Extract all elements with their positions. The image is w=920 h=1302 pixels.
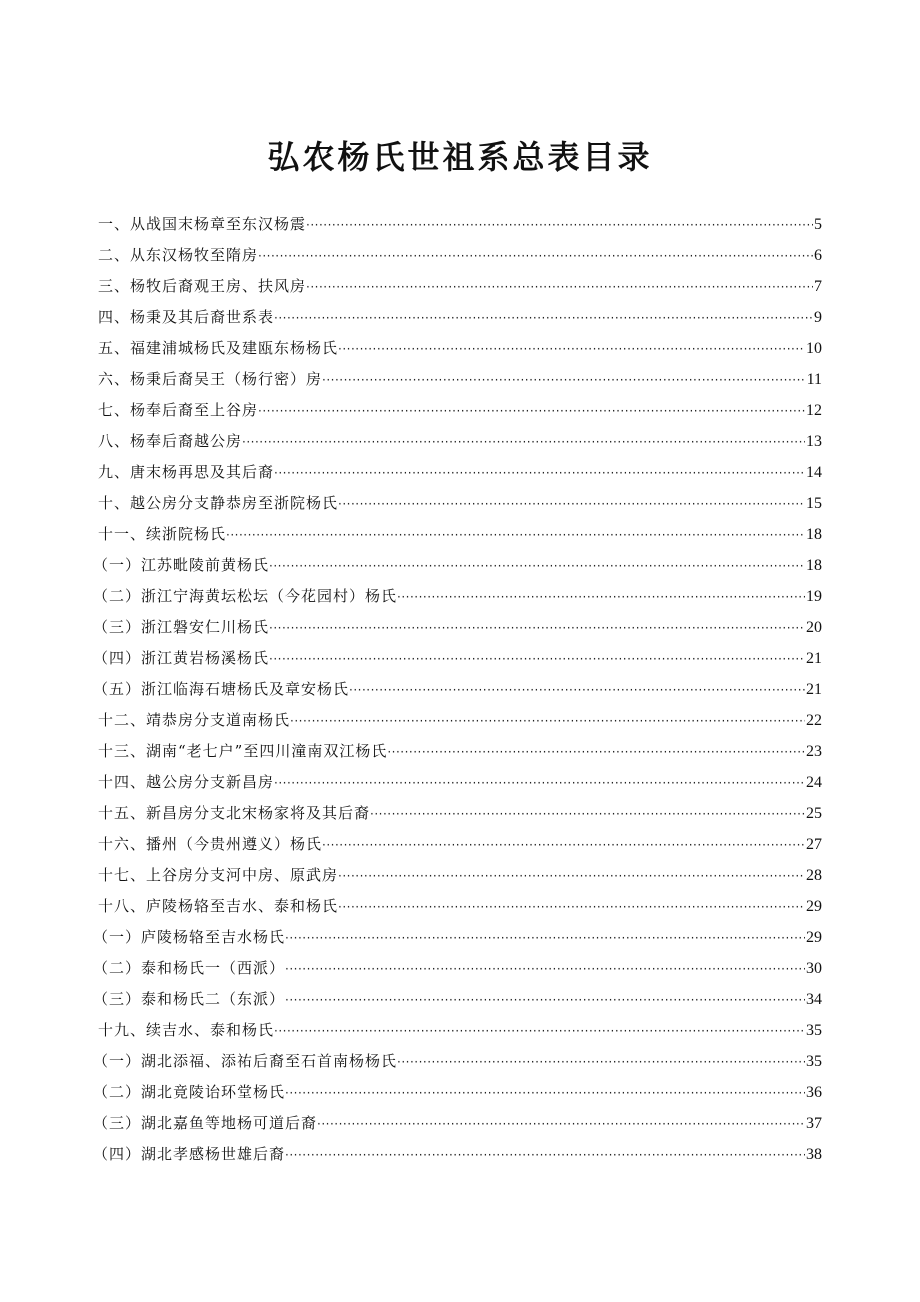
dot-leader: [269, 551, 805, 582]
table-of-contents: [93, 209, 822, 1170]
toc-entry[interactable]: [93, 953, 822, 984]
toc-entry[interactable]: [98, 705, 822, 736]
toc-entry-title: （三）泰和杨氏二（东派）: [93, 990, 286, 1008]
dot-leader: [306, 210, 813, 241]
toc-entry[interactable]: [93, 643, 822, 674]
dot-leader: [274, 1016, 805, 1047]
toc-entry-page-number: 38: [806, 1146, 822, 1163]
toc-entry-page-number: 36: [806, 1084, 822, 1101]
toc-entry-title: 十五、新昌房分支北宋杨家将及其后裔: [98, 804, 371, 822]
toc-entry-title: （五）浙江临海石塘杨氏及章安杨氏: [93, 680, 350, 698]
toc-entry[interactable]: [93, 1077, 822, 1108]
toc-entry[interactable]: [98, 302, 822, 333]
toc-entry-page-number: 25: [806, 805, 822, 822]
toc-entry-title: 三、杨牧后裔观王房、扶风房: [98, 277, 307, 295]
dot-leader: [370, 799, 805, 830]
toc-entry-page-number: 18: [806, 557, 822, 574]
toc-entry[interactable]: [98, 364, 822, 395]
toc-entry-page-number: 29: [806, 898, 822, 915]
dot-leader: [387, 737, 805, 768]
dot-leader: [322, 830, 805, 861]
toc-entry-page-number: 7: [814, 278, 822, 295]
toc-entry[interactable]: [98, 209, 822, 240]
dot-leader: [306, 272, 813, 303]
toc-entry-page-number: 6: [814, 247, 822, 264]
toc-entry-title: 十四、越公房分支新昌房: [98, 773, 275, 791]
toc-entry-title: （二）湖北竟陵诒环堂杨氏: [93, 1083, 286, 1101]
toc-entry-page-number: 29: [806, 929, 822, 946]
dot-leader: [285, 1078, 805, 1109]
toc-entry-title: （一）庐陵杨辂至吉水杨氏: [93, 928, 286, 946]
toc-entry[interactable]: [98, 457, 822, 488]
toc-entry-title: 二、从东汉杨牧至隋房: [98, 246, 259, 264]
toc-entry-title: 七、杨奉后裔至上谷房: [98, 401, 259, 419]
toc-entry-page-number: 23: [806, 743, 822, 760]
toc-entry-page-number: 30: [806, 960, 822, 977]
toc-entry[interactable]: [98, 426, 822, 457]
toc-entry-title: 六、杨秉后裔吴王（杨行密）房: [98, 370, 323, 388]
dot-leader: [285, 954, 805, 985]
toc-entry-title: 一、从战国末杨章至东汉杨震: [98, 215, 307, 233]
toc-entry-page-number: 28: [806, 867, 822, 884]
toc-entry-title: 八、杨奉后裔越公房: [98, 432, 243, 450]
toc-entry-page-number: 37: [806, 1115, 822, 1132]
toc-entry-page-number: 10: [806, 340, 822, 357]
toc-entry-title: 九、唐末杨再思及其后裔: [98, 463, 275, 481]
toc-entry-title: 十、越公房分支静恭房至浙院杨氏: [98, 494, 339, 512]
dot-leader: [290, 706, 805, 737]
toc-entry-title: 十七、上谷房分支河中房、原武房: [98, 866, 339, 884]
dot-leader: [338, 892, 805, 923]
dot-leader: [242, 427, 805, 458]
dot-leader: [317, 1109, 805, 1140]
toc-entry[interactable]: [98, 333, 822, 364]
dot-leader: [285, 923, 805, 954]
toc-entry-page-number: 19: [806, 588, 822, 605]
toc-entry-page-number: 13: [806, 433, 822, 450]
toc-entry-page-number: 21: [806, 681, 822, 698]
dot-leader: [338, 489, 805, 520]
toc-entry-title: （二）浙江宁海黄坛松坛（今花园村）杨氏: [93, 587, 398, 605]
dot-leader: [285, 985, 805, 1016]
page-title: 弘农杨氏世祖系总表目录: [267, 138, 653, 177]
toc-entry-title: （四）浙江黄岩杨溪杨氏: [93, 649, 270, 667]
dot-leader: [258, 241, 813, 272]
toc-entry-title: 十一、续浙院杨氏: [98, 525, 227, 543]
toc-entry-title: （四）湖北孝感杨世雄后裔: [93, 1145, 286, 1163]
toc-entry[interactable]: [98, 519, 822, 550]
dot-leader: [274, 768, 805, 799]
toc-entry[interactable]: [98, 829, 822, 860]
toc-entry-title: 十八、庐陵杨辂至吉水、泰和杨氏: [98, 897, 339, 915]
toc-entry-page-number: 35: [806, 1022, 822, 1039]
toc-entry[interactable]: [98, 488, 822, 519]
toc-entry[interactable]: [93, 674, 822, 705]
toc-entry[interactable]: [93, 984, 822, 1015]
dot-leader: [274, 303, 813, 334]
toc-entry[interactable]: [93, 581, 822, 612]
toc-entry-page-number: 5: [814, 216, 822, 233]
toc-entry-title: 十九、续吉水、泰和杨氏: [98, 1021, 275, 1039]
toc-entry-title: （一）湖北添福、添祐后裔至石首南杨杨氏: [93, 1052, 398, 1070]
toc-entry-page-number: 22: [806, 712, 822, 729]
toc-entry-page-number: 27: [806, 836, 822, 853]
dot-leader: [274, 458, 805, 489]
toc-entry[interactable]: [98, 1015, 822, 1046]
dot-leader: [349, 675, 805, 706]
toc-entry-title: 五、福建浦城杨氏及建瓯东杨杨氏: [98, 339, 339, 357]
toc-entry[interactable]: [98, 271, 822, 302]
toc-entry-page-number: 12: [806, 402, 822, 419]
dot-leader: [397, 1047, 805, 1078]
dot-leader: [258, 396, 805, 427]
toc-entry-page-number: 35: [806, 1053, 822, 1070]
toc-entry[interactable]: [93, 1108, 822, 1139]
toc-entry[interactable]: [98, 860, 822, 891]
toc-entry-page-number: 15: [806, 495, 822, 512]
dot-leader: [338, 861, 805, 892]
toc-entry[interactable]: [98, 395, 822, 426]
toc-entry-page-number: 20: [806, 619, 822, 636]
toc-entry-title: 十六、播州（今贵州遵义）杨氏: [98, 835, 323, 853]
dot-leader: [285, 1140, 805, 1171]
toc-entry[interactable]: [93, 550, 822, 581]
dot-leader: [397, 582, 805, 613]
toc-entry[interactable]: [98, 240, 822, 271]
dot-leader: [322, 365, 806, 396]
toc-entry-title: 十三、湖南“老七户”至四川潼南双江杨氏: [98, 742, 388, 760]
toc-entry[interactable]: [98, 767, 822, 798]
toc-entry[interactable]: [93, 1139, 822, 1170]
toc-entry[interactable]: [93, 922, 822, 953]
toc-entry[interactable]: [98, 798, 822, 829]
toc-entry-page-number: 11: [806, 371, 822, 388]
toc-entry-page-number: 18: [806, 526, 822, 543]
toc-entry[interactable]: [93, 612, 822, 643]
toc-entry[interactable]: [98, 891, 822, 922]
toc-entry-page-number: 21: [806, 650, 822, 667]
toc-entry-page-number: 34: [806, 991, 822, 1008]
toc-entry-title: （三）浙江磐安仁川杨氏: [93, 618, 270, 636]
dot-leader: [226, 520, 805, 551]
toc-entry-page-number: 24: [806, 774, 822, 791]
toc-entry[interactable]: [93, 1046, 822, 1077]
toc-entry-title: （二）泰和杨氏一（西派）: [93, 959, 286, 977]
toc-entry-title: 十二、靖恭房分支道南杨氏: [98, 711, 291, 729]
dot-leader: [269, 613, 805, 644]
toc-entry-title: 四、杨秉及其后裔世系表: [98, 308, 275, 326]
toc-entry-page-number: 14: [806, 464, 822, 481]
dot-leader: [338, 334, 805, 365]
toc-entry-title: （一）江苏毗陵前黄杨氏: [93, 556, 270, 574]
toc-entry-page-number: 9: [814, 309, 822, 326]
dot-leader: [269, 644, 805, 675]
toc-entry[interactable]: [98, 736, 822, 767]
toc-entry-title: （三）湖北嘉鱼等地杨可道后裔: [93, 1114, 318, 1132]
